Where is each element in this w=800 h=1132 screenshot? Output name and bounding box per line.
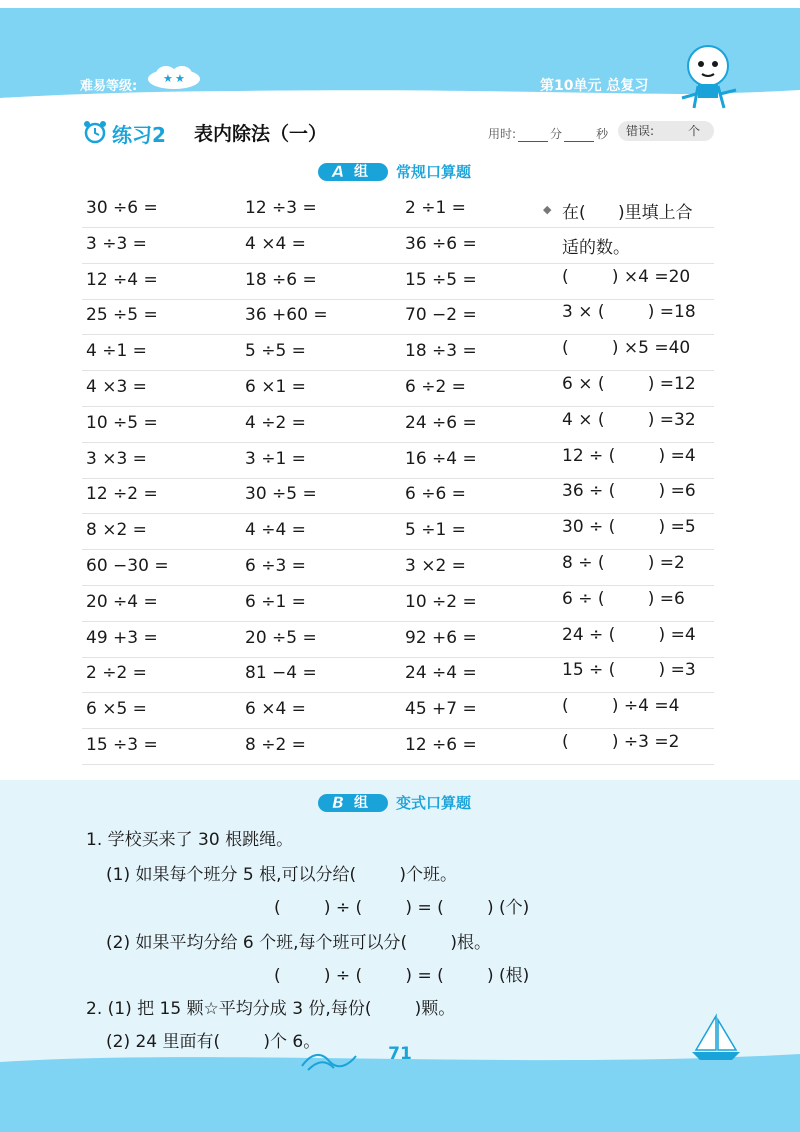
problem-cell: 6 ×5 = [86, 699, 147, 719]
problem-cell: 4 ÷2 = [245, 413, 306, 433]
grid-line [82, 513, 714, 514]
fill-in-cell: 8 ÷ ( ) =2 [562, 553, 685, 573]
problem-cell: 3 ÷1 = [245, 449, 306, 469]
problem-cell: 70 −2 = [405, 305, 477, 325]
problem-cell: 60 −30 = [86, 556, 169, 576]
grid-line [82, 263, 714, 264]
problem-cell: 12 ÷3 = [245, 198, 317, 218]
fill-in-cell: 6 ÷ ( ) =6 [562, 589, 685, 609]
grid-line [82, 585, 714, 586]
fill-in-cell: ( ) ×4 =20 [562, 267, 691, 287]
problem-1-part-2: (2) 如果平均分给 6 个班,每个班可以分( )根。 [106, 933, 492, 953]
problem-cell: 12 ÷4 = [86, 270, 158, 290]
time-used-field [488, 125, 608, 142]
fill-in-cell: 15 ÷ ( ) =3 [562, 660, 696, 680]
problem-cell: 8 ÷2 = [245, 735, 306, 755]
difficulty-stars-icon [146, 64, 202, 90]
problem-cell: 18 ÷6 = [245, 270, 317, 290]
time-label: 用时: [488, 127, 517, 141]
grid-line [82, 478, 714, 479]
problem-cell: 25 ÷5 = [86, 305, 158, 325]
grid-line [82, 692, 714, 693]
fill-in-cell: ( ) ×5 =40 [562, 338, 691, 358]
problem-2-part-2: (2) 24 里面有( )个 6。 [106, 1032, 321, 1052]
problem-cell: 10 ÷5 = [86, 413, 158, 433]
group-a-heading [316, 161, 516, 183]
grid-line [82, 406, 714, 407]
problem-cell: 30 ÷6 = [86, 198, 158, 218]
problem-cell: 3 ×2 = [405, 556, 466, 576]
problem-cell: 20 ÷4 = [86, 592, 158, 612]
problem-cell: 92 +6 = [405, 628, 477, 648]
svg-text:★: ★ [175, 72, 185, 85]
group-a-caption: 常规口算题 [396, 163, 472, 181]
fill-in-cell: 24 ÷ ( ) =4 [562, 625, 696, 645]
problem-cell: 30 ÷5 = [245, 484, 317, 504]
fill-in-cell: 30 ÷ ( ) =5 [562, 517, 696, 537]
problem-cell: 15 ÷5 = [405, 270, 477, 290]
fill-in-cell: ( ) ÷3 =2 [562, 732, 680, 752]
fill-in-cell: ( ) ÷4 =4 [562, 696, 680, 716]
group-a-word: 组 [354, 164, 368, 180]
error-unit: 个 [688, 124, 701, 138]
fill-in-cell: 3 × ( ) =18 [562, 302, 696, 322]
group-b-heading [316, 792, 516, 814]
problem-cell: 4 ÷1 = [86, 341, 147, 361]
problem-cell: 81 −4 = [245, 663, 317, 683]
exercise-number: 练习2 [112, 123, 166, 147]
fill-in-cell: 36 ÷ ( ) =6 [562, 481, 696, 501]
problem-cell: 10 ÷2 = [405, 592, 477, 612]
grid-line [82, 549, 714, 550]
minute-blank [518, 129, 548, 142]
problem-1-stem: 1. 学校买来了 30 根跳绳。 [86, 830, 294, 850]
grid-line [82, 764, 714, 765]
group-b-letter: B [332, 793, 345, 812]
problem-cell: 2 ÷1 = [405, 198, 466, 218]
grid-line [82, 728, 714, 729]
problem-1-part-2-equation: ( ) ÷ ( ) = ( ) (根) [274, 966, 530, 986]
sailboat-icon [688, 1012, 744, 1064]
problem-cell: 36 ÷6 = [405, 234, 477, 254]
svg-text:★: ★ [163, 72, 173, 85]
page-number: 71 [388, 1044, 412, 1064]
group-a-badge-icon [316, 161, 390, 183]
mascot-icon [668, 38, 754, 116]
problem-cell: 49 +3 = [86, 628, 158, 648]
fill-intro-line-2: 适的数。 [562, 238, 630, 258]
fill-intro-line-1: 在( )里填上合 [562, 203, 693, 223]
group-b-caption: 变式口算题 [396, 794, 472, 812]
second-label: 秒 [596, 127, 609, 141]
problem-cell: 15 ÷3 = [86, 735, 158, 755]
problem-cell: 24 ÷4 = [405, 663, 477, 683]
exercise-title: 表内除法（一） [194, 123, 328, 145]
grid-line [82, 227, 714, 228]
wave-icon [300, 1044, 358, 1072]
problem-2-part-1: 2. (1) 把 15 颗☆平均分成 3 份,每份( )颗。 [86, 999, 456, 1019]
grid-line [82, 370, 714, 371]
minute-label: 分 [550, 127, 563, 141]
problem-cell: 4 ×3 = [86, 377, 147, 397]
grid-line [82, 442, 714, 443]
fill-in-cell: 12 ÷ ( ) =4 [562, 446, 696, 466]
group-b-word: 组 [354, 795, 368, 811]
second-blank [564, 129, 594, 142]
unit-label: 第10单元 总复习 [540, 78, 649, 94]
grid-line [82, 657, 714, 658]
alarm-clock-icon [82, 120, 108, 144]
problem-cell: 3 ÷3 = [86, 234, 147, 254]
problem-1-part-1: (1) 如果每个班分 5 根,可以分给( )个班。 [106, 865, 458, 885]
problem-cell: 3 ×3 = [86, 449, 147, 469]
fill-in-cell: 4 × ( ) =32 [562, 410, 696, 430]
problem-cell: 6 ÷1 = [245, 592, 306, 612]
problem-cell: 12 ÷2 = [86, 484, 158, 504]
problem-cell: 6 ÷6 = [405, 484, 466, 504]
grid-line [82, 621, 714, 622]
problem-cell: 2 ÷2 = [86, 663, 147, 683]
error-label: 错误: [626, 124, 655, 138]
group-b-badge-icon [316, 792, 390, 814]
error-count-field [618, 121, 714, 141]
diamond-bullet-icon: ◆ [543, 203, 552, 216]
problem-cell: 6 ×1 = [245, 377, 306, 397]
grid-line [82, 299, 714, 300]
problem-cell: 5 ÷1 = [405, 520, 466, 540]
problem-cell: 36 +60 = [245, 305, 328, 325]
problem-cell: 12 ÷6 = [405, 735, 477, 755]
grid-line [82, 334, 714, 335]
difficulty-label: 难易等级: [80, 79, 138, 94]
problem-cell: 20 ÷5 = [245, 628, 317, 648]
problem-cell: 8 ×2 = [86, 520, 147, 540]
problem-cell: 45 +7 = [405, 699, 477, 719]
problem-cell: 16 ÷4 = [405, 449, 477, 469]
problem-cell: 18 ÷3 = [405, 341, 477, 361]
problem-1-part-1-equation: ( ) ÷ ( ) = ( ) (个) [274, 898, 530, 918]
problem-cell: 5 ÷5 = [245, 341, 306, 361]
problem-cell: 6 ÷3 = [245, 556, 306, 576]
problem-cell: 4 ×4 = [245, 234, 306, 254]
group-a-letter: A [332, 162, 345, 181]
problem-cell: 6 ×4 = [245, 699, 306, 719]
problem-cell: 4 ÷4 = [245, 520, 306, 540]
problem-cell: 6 ÷2 = [405, 377, 466, 397]
fill-in-cell: 6 × ( ) =12 [562, 374, 696, 394]
problem-cell: 24 ÷6 = [405, 413, 477, 433]
